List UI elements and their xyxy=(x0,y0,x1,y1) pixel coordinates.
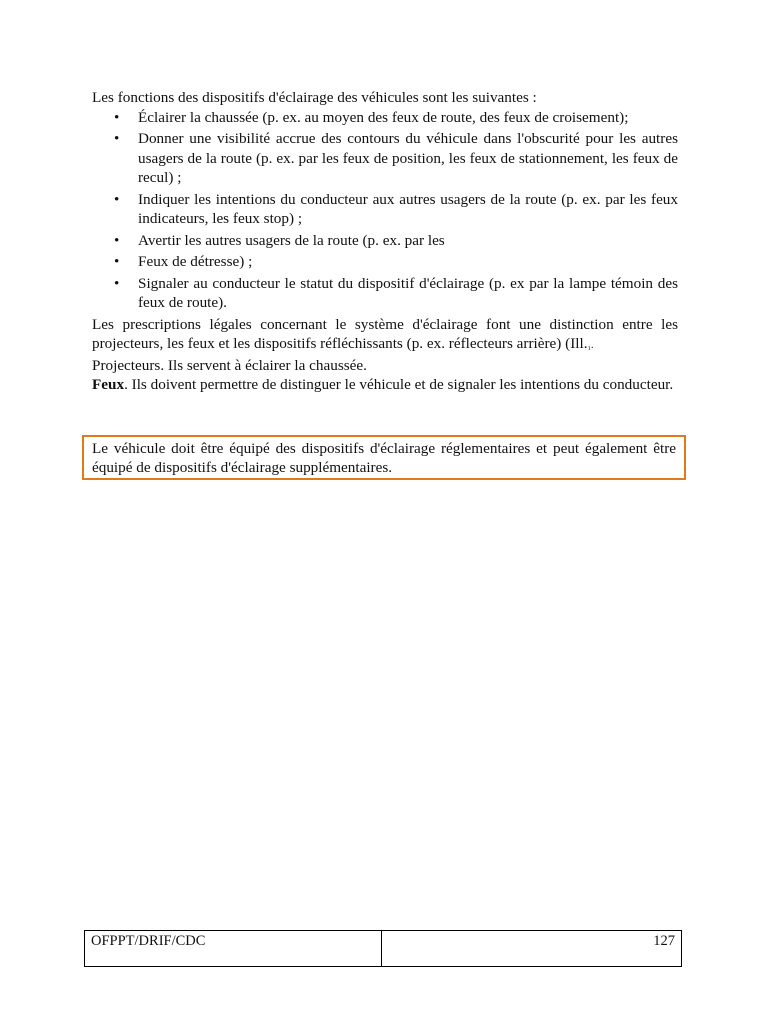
list-item-text: Indiquer les intentions du conducteur aux autres usagers de la route (p. ex. par les feux indicateurs, les feux stop) ; xyxy=(138,190,678,227)
prescriptions-paragraph xyxy=(92,315,678,356)
bullet-icon: • xyxy=(114,253,120,270)
list-item xyxy=(92,190,678,229)
intro-paragraph: Les fonctions des dispositifs d'éclairage des véhicules sont les suivantes : xyxy=(92,89,537,106)
bullet-icon: • xyxy=(114,108,120,126)
functions-list xyxy=(92,108,678,313)
list-item-text: Feux de détresse) ; xyxy=(138,253,253,270)
list-item xyxy=(92,274,678,313)
page-number: 127 xyxy=(653,933,675,949)
feux-paragraph xyxy=(92,375,678,395)
list-item-text: Éclairer la chaussée (p. ex. au moyen des feux de route, des feux de croisement); xyxy=(138,108,629,126)
list-item-text: Signaler au conducteur le statut du dispositif d'éclairage (p. ex par la lampe témoin des feux de route). xyxy=(138,274,678,311)
highlight-box: Le véhicule doit être équipé des dispositifs d'éclairage réglementaires et peut également être équipé de dispositifs d'éclairage supplémentaires. xyxy=(82,435,686,480)
bullet-icon: • xyxy=(114,130,120,147)
bullet-icon: • xyxy=(114,190,120,208)
list-item xyxy=(92,129,678,188)
feux-text: . Ils doivent permettre de distinguer le véhicule et de signaler les intentions du conducteur. xyxy=(124,376,674,393)
projecteurs-paragraph: Projecteurs. Ils servent à éclairer la chaussée. xyxy=(92,356,367,374)
list-item xyxy=(92,108,678,128)
illustration-ref: ₁. xyxy=(587,340,594,351)
page-footer xyxy=(84,930,682,967)
list-item xyxy=(92,231,678,251)
list-item-text: Donner une visibilité accrue des contours du véhicule dans l'obscurité pour les autres usagers de la route (p. ex. par les feux de position, les feux de stationnement, les feux de recul) ; xyxy=(138,130,678,186)
bullet-icon: • xyxy=(114,231,120,249)
feux-label: Feux xyxy=(92,376,125,393)
list-item xyxy=(92,252,678,272)
footer-reference: OFPPT/DRIF/CDC xyxy=(85,931,382,966)
document-body xyxy=(92,88,678,395)
prescriptions-text: Les prescriptions légales concernant le système d'éclairage font une distinction entre les projecteurs, les feux et les dispositifs réfléchissants (p. ex. réflecteurs arrière) (Ill. xyxy=(92,315,678,352)
list-item-text: Avertir les autres usagers de la route (p. ex. par les xyxy=(138,231,445,249)
bullet-icon: • xyxy=(114,274,120,292)
